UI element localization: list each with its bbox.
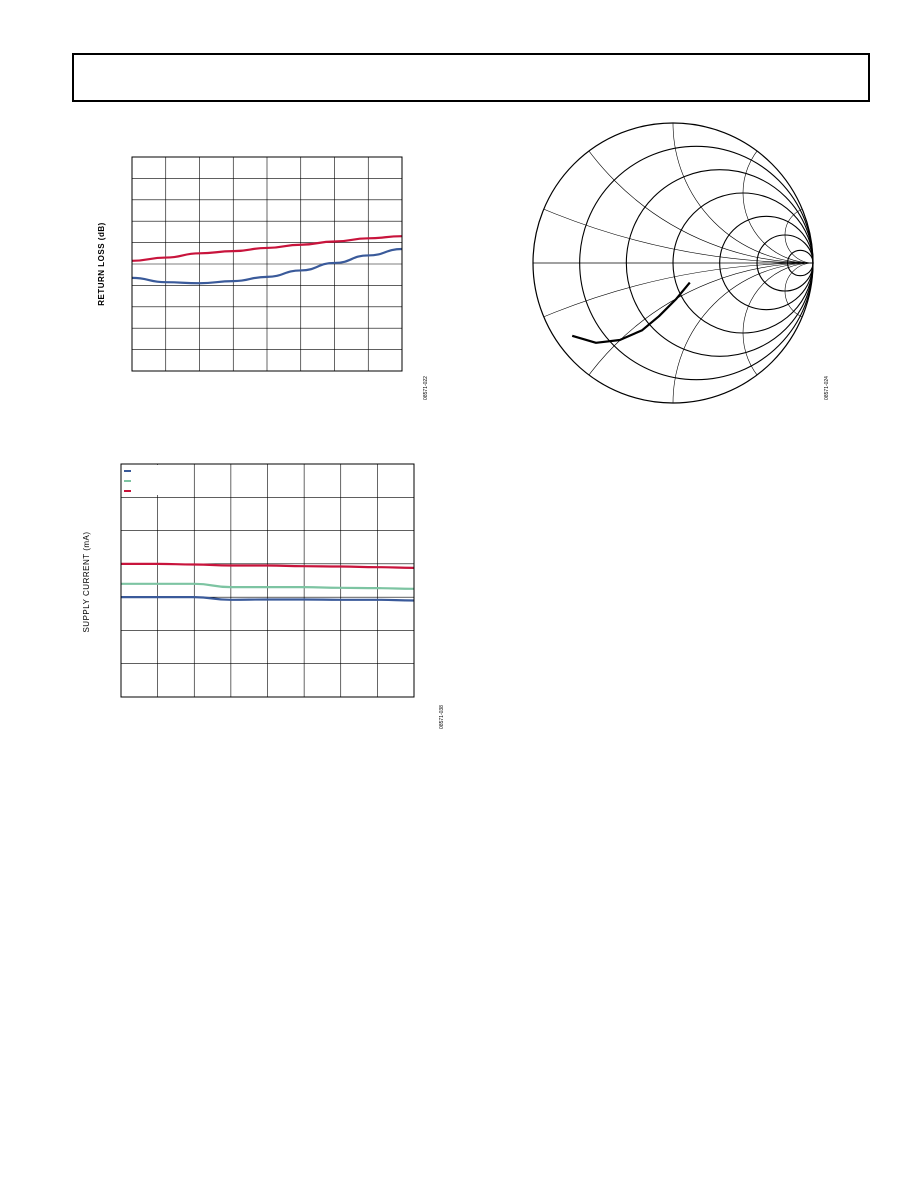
supply-current-grid [121, 464, 414, 697]
return-loss-y-axis-label: RETURN LOSS (dB) [97, 222, 106, 306]
supply-current-y-axis-label: SUPPLY CURRENT (mA) [82, 531, 91, 633]
supply-current-chart [78, 455, 458, 745]
smith-grid-arcs [525, 115, 845, 415]
page-header-box [72, 53, 870, 102]
smith-chart [525, 115, 845, 415]
supply-current-chart-svg [78, 455, 458, 745]
return-loss-chart [90, 140, 450, 420]
reactance-arc [533, 115, 845, 263]
reactance-arc [525, 115, 845, 263]
return-loss-chart-svg [90, 140, 450, 420]
return-loss-grid [132, 157, 402, 371]
smith-figure-code: 08571-024 [824, 376, 830, 400]
return-loss-figure-code: 08571-022 [423, 376, 429, 400]
supply-current-legend [122, 465, 158, 495]
reactance-arc [673, 115, 845, 263]
reactance-arc [673, 263, 845, 415]
reactance-arc [525, 263, 845, 415]
supply-current-figure-code: 08571-038 [439, 705, 445, 729]
smith-chart-svg [525, 115, 845, 415]
